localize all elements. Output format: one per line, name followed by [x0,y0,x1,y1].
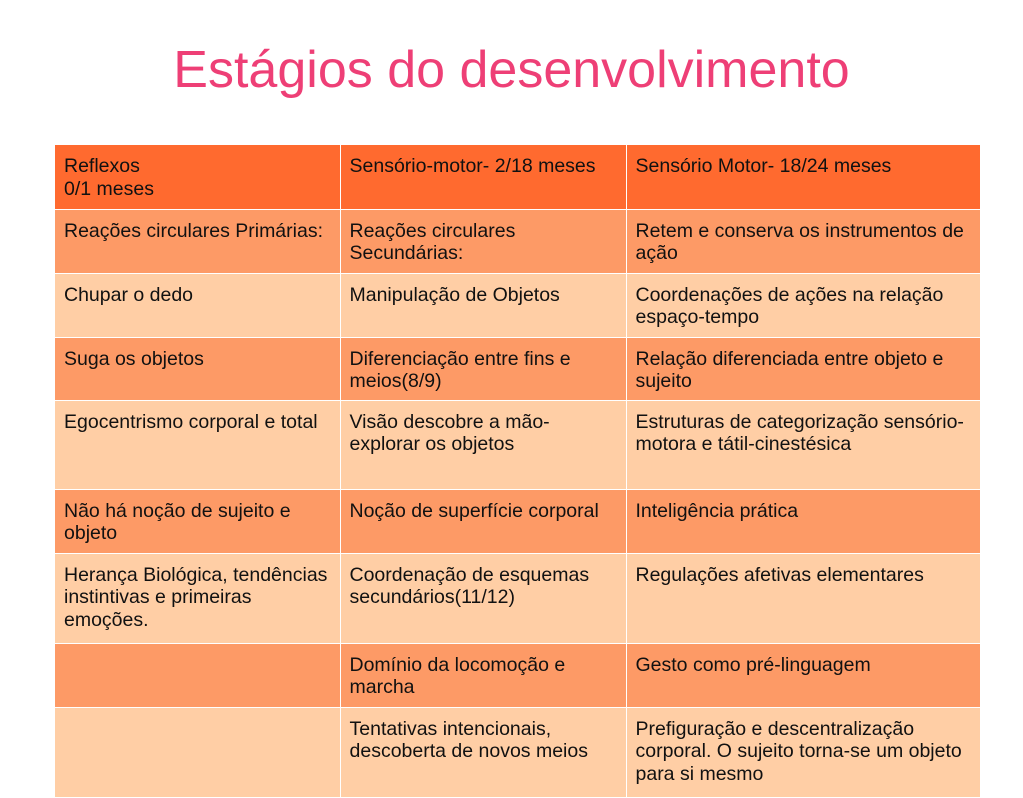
table-cell: Tentativas intencionais, descoberta de novos meios [340,707,626,797]
table-row [55,643,980,707]
table-cell: Relação diferenciada entre objeto e sujeito [626,337,980,400]
table-cell: Inteligência prática [626,489,980,553]
table-row [55,400,980,489]
table-cell: Não há noção de sujeito e objeto [55,489,340,553]
table-row [55,145,980,209]
table-cell: Chupar o dedo [55,273,340,337]
table-cell: Reflexos 0/1 meses [55,145,340,209]
table-row [55,489,980,553]
table-cell: Reações circulares Primárias: [55,209,340,273]
table-cell: Manipulação de Objetos [340,273,626,337]
table-cell: Herança Biológica, tendências instintivas e primeiras emoções. [55,553,340,643]
table-cell: Coordenação de esquemas secundários(11/12) [340,553,626,643]
table-cell: Suga os objetos [55,337,340,400]
table-row [55,273,980,337]
table-cell: Domínio da locomoção e marcha [340,643,626,707]
table-cell: Noção de superfície corporal [340,489,626,553]
table-cell [55,707,340,797]
table-row [55,553,980,643]
table-cell: Estruturas de categorização sensório-motora e tátil-cinestésica [626,400,980,489]
table-cell [55,643,340,707]
table-cell: Sensório Motor- 18/24 meses [626,145,980,209]
table-cell: Coordenações de ações na relação espaço-tempo [626,273,980,337]
table-cell: Visão descobre a mão- explorar os objetos [340,400,626,489]
slide-title: Estágios do desenvolvimento [173,41,850,99]
table-cell: Prefiguração e descentralização corporal. O sujeito torna-se um objeto para si mesmo [626,707,980,797]
table-row [55,707,980,797]
table-cell: Reações circulares Secundárias: [340,209,626,273]
table-cell: Diferenciação entre fins e meios(8/9) [340,337,626,400]
table-cell: Egocentrismo corporal e total [55,400,340,489]
stages-table [55,145,980,798]
table-cell: Gesto como pré-linguagem [626,643,980,707]
table-cell: Retem e conserva os instrumentos de ação [626,209,980,273]
table-row [55,337,980,400]
table-cell: Regulações afetivas elementares [626,553,980,643]
table-cell: Sensório-motor- 2/18 meses [340,145,626,209]
table-row [55,209,980,273]
